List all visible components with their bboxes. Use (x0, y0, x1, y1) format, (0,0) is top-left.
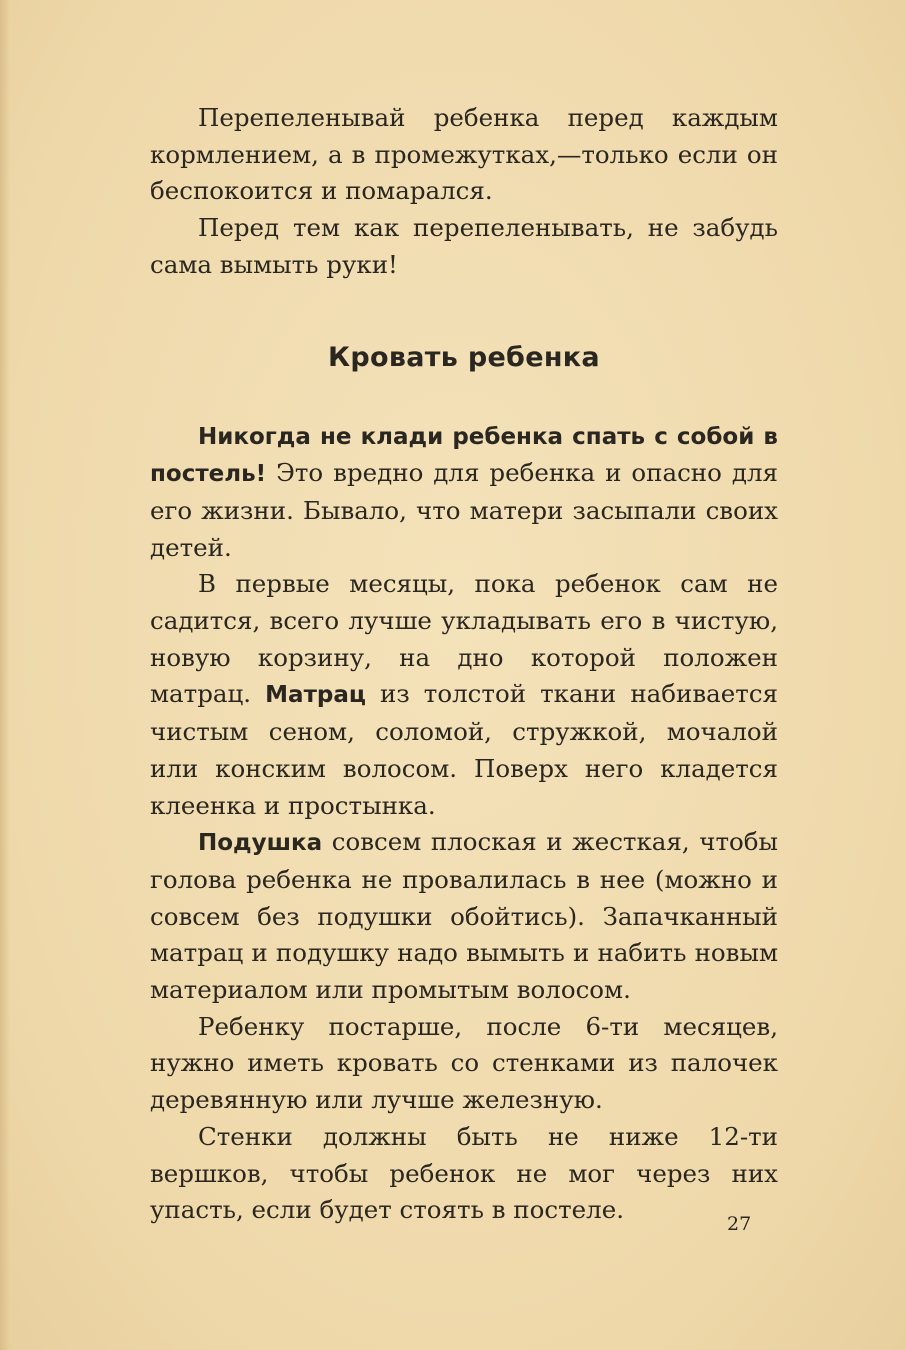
bold-term-mattress: Матрац (265, 682, 366, 709)
page-text (150, 100, 778, 1229)
bold-warning: Никогда не клади ребенка спать с собой в постель! (150, 423, 778, 488)
section-heading: Кровать ребенка (328, 341, 600, 373)
paragraph-text: из толстой ткани набивается чистым сеном, соломой, стружкой, мочалой или конским волосом. Поверх него кладется клеенка и простынка. (150, 679, 778, 820)
page-number: 27 (727, 1213, 752, 1235)
paragraph-older-child-bed: Ребенку постарше, после 6-ти месяцев, нужно иметь кровать со стенками из палочек деревянную или лучше железную. (150, 1011, 778, 1115)
paragraph-text: совсем плоская и жесткая, чтобы голова ребенка не провалилась в нее (можно и совсем без подушки обойтись). Запачканный матрац и подушку надо вымыть и набить новым материалом или промытым волосом. (150, 827, 778, 1005)
paragraph-text: В первые месяцы, пока ребенок сам не садится, всего лучше укладывать его в чистую, новую корзину, на дно которой положен матрац. (150, 569, 778, 709)
bold-term-pillow: Подушка (198, 830, 323, 857)
paragraph-text: Это вредно для ребенка и опасно для его жизни. Бывало, что матери засыпали своих детей. (150, 458, 778, 562)
paragraph-basket (150, 566, 778, 824)
paragraph-never-in-bed (150, 418, 778, 567)
paragraph-wash-hands: Перед тем как перепеленывать, не забудь сама вымыть руки! (150, 213, 778, 279)
paragraph-bed-walls: Стенки должны быть не ниже 12-ти вершков, чтобы ребенок не мог через них упасть, если будет стоять в постеле. (150, 1121, 778, 1225)
page-edge-shadow (0, 0, 10, 1350)
paragraph-pillow (150, 824, 778, 1009)
paragraph-swaddling: Перепеленывай ребенка перед каждым кормлением, а в промежутках,—только если он беспокоится и помарался. (150, 103, 778, 206)
